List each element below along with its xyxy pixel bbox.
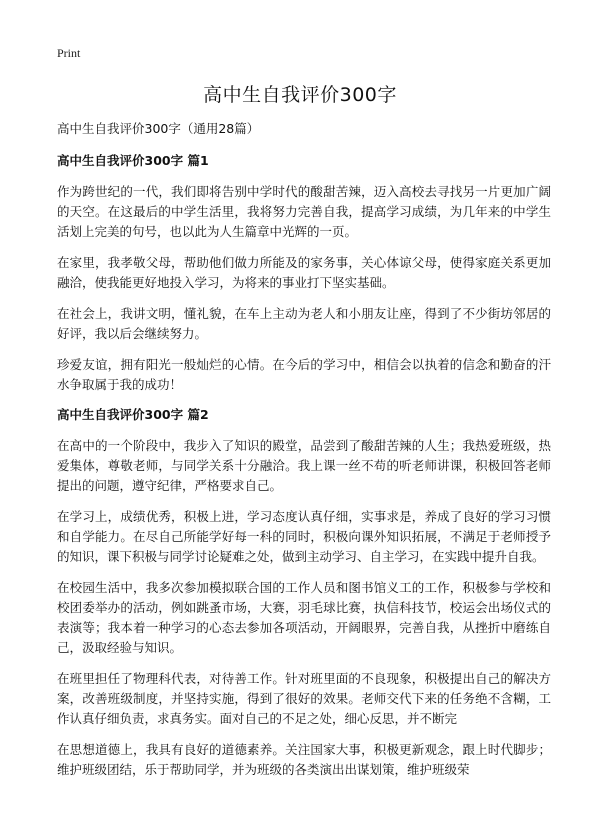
- paragraph: 在高中的一个阶段中，我步入了知识的殿堂，品尝到了酸甜苦辣的人生；我热爱班级，热爱集体，尊敬老师，与同学关系十分融洽。我上课一丝不苟的听老师讲课，积极回答老师提出的问题，遵守纪律，严格要求自己。: [57, 438, 551, 493]
- paragraph: 在思想道德上，我具有良好的道德素养。关注国家大事，积极更新观念，跟上时代脚步；维护班级团结，乐于帮助同学，并为班级的各类演出出谋划策，维护班级荣: [57, 742, 551, 777]
- paragraph: 在校园生活中，我多次参加模拟联合国的工作人员和图书馆义工的工作，积极参与学校和校团委举办的活动，例如跳蚤市场，大赛，羽毛球比赛，执信科技节，校运会出场仪式的表演等；我本着一种学习的心态去参加各项活动，开阔眼界，完善自我，从挫折中磨练自己，汲取经验与知识。: [57, 580, 551, 655]
- page-title: 高中生自我评价300字: [203, 84, 397, 106]
- document-subtitle: 高中生自我评价300字（通用28篇）: [57, 121, 260, 136]
- paragraph: 珍爱友谊，拥有阳光一般灿烂的心情。在今后的学习中，相信会以执着的信念和勤奋的汗水争取属于我的成功！: [57, 357, 551, 392]
- paragraph: 在学习上，成绩优秀，积极上进，学习态度认真仔细，实事求是，养成了良好的学习习惯和自学能力。在尽自己所能学好每一科的同时，积极向课外知识拓展，不满足于老师授予的知识，课下积极与同学讨论疑难之处，做到主动学习、自主学习，在实践中提升自我。: [57, 509, 551, 564]
- paragraph: 作为跨世纪的一代，我们即将告别中学时代的酸甜苦辣，迈入高校去寻找另一片更加广阔的天空。在这最后的中学生活里，我将努力完善自我，提高学习成绩，为几年来的中学生活划上完美的句号，也以此为人生篇章中光辉的一页。: [57, 184, 551, 239]
- section-2: [57, 406, 551, 780]
- section-heading: 高中生自我评价300字 篇1: [57, 153, 209, 168]
- section-1: [57, 152, 551, 395]
- paragraph: 在家里，我孝敬父母，帮助他们做力所能及的家务事，关心体谅父母，使得家庭关系更加融洽，使我能更好地投入学习，为将来的事业打下坚实基础。: [57, 255, 551, 290]
- section-heading: 高中生自我评价300字 篇2: [57, 407, 209, 422]
- paragraph: 在班里担任了物理科代表，对待善工作。针对班里面的不良现象，积极提出自己的解决方案，改善班级制度，并坚持实施，得到了很好的效果。老师交代下来的任务绝不含糊，工作认真仔细负责，求真务实。面对自己的不足之处，细心反思，并不断完: [57, 671, 551, 726]
- paragraph: 在社会上，我讲文明，懂礼貌，在车上主动为老人和小朋友让座，得到了不少街坊邻居的好评，我以后会继续努力。: [57, 306, 551, 341]
- document-body: [57, 120, 551, 791]
- print-link[interactable]: Print: [57, 46, 81, 60]
